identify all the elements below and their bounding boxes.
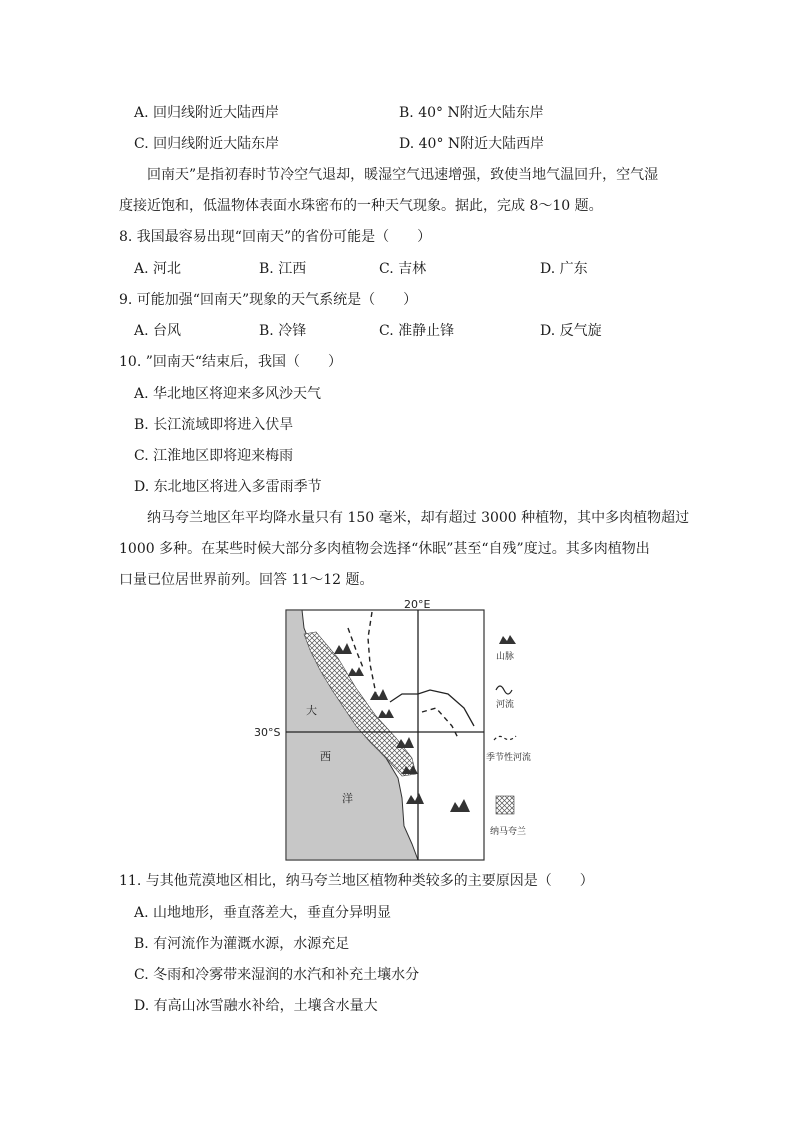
q7-option-c: C. 回归线附近大陆东岸 (134, 136, 280, 152)
q11-option-c: C. 冬雨和冷雾带来湿润的水汽和补充土壤水分 (134, 967, 420, 983)
passage2-line3: 口量已位居世界前列。回答 11～12 题。 (119, 572, 374, 588)
passage2-line1: 纳马夸兰地区年平均降水量只有 150 毫米，却有超过 3000 种植物，其中多肉植物超过 (147, 510, 690, 526)
q10-option-d: D. 东北地区将进入多雷雨季节 (134, 479, 322, 495)
q8-stem: 8. 我国最容易出现“回南天”的省份可能是（ ） (119, 229, 432, 245)
map-legend (486, 635, 531, 837)
legend-namaqualand-icon (496, 796, 514, 814)
q10-option-b: B. 长江流域即将进入伏旱 (134, 417, 294, 433)
longitude-label: 20°E (404, 598, 431, 611)
q8-option-c: C. 吉林 (379, 261, 427, 277)
passage1-line1: 回南天”是指初春时节冷空气退却，暖湿空气迅速增强，致使当地气温回升，空气湿 (147, 167, 659, 183)
ocean-char-1: 大 (306, 704, 317, 717)
q7-option-a: A. 回归线附近大陆西岸 (134, 105, 280, 121)
ocean-char-3: 洋 (342, 792, 353, 805)
namaqualand-map (252, 598, 532, 864)
q9-option-c: C. 准静止锋 (379, 323, 455, 339)
q10-option-a: A. 华北地区将迎来多风沙天气 (134, 386, 322, 402)
q8-option-d: D. 广东 (540, 261, 588, 277)
legend-mountain-label: 山脉 (496, 652, 515, 662)
q9-stem: 9. 可能加强“回南天”现象的天气系统是（ ） (119, 292, 418, 308)
map-svg (252, 598, 532, 864)
q11-option-b: B. 有河流作为灌溉水源，水源充足 (134, 936, 350, 952)
legend-mountain-icon (499, 635, 516, 644)
legend-namaqualand-label: 纳马夸兰 (490, 827, 527, 837)
legend-river-icon (496, 686, 512, 694)
ocean-char-2: 西 (320, 750, 331, 763)
legend-seasonal-river-label: 季节性河流 (486, 753, 532, 763)
passage2-line2: 1000 多种。在某些时候大部分多肉植物会选择“休眠”甚至“自残”度过。其多肉植物出 (119, 541, 650, 557)
q8-option-a: A. 河北 (134, 261, 182, 277)
legend-river-label: 河流 (496, 700, 515, 710)
q10-option-c: C. 江淮地区即将迎来梅雨 (134, 448, 294, 464)
q11-option-a: A. 山地地形，垂直落差大，垂直分异明显 (134, 905, 392, 921)
q9-option-b: B. 冷锋 (259, 323, 307, 339)
latitude-label: 30°S (254, 726, 281, 739)
q11-stem: 11. 与其他荒漠地区相比，纳马夸兰地区植物种类较多的主要原因是（ ） (119, 873, 594, 889)
q9-option-a: A. 台风 (134, 323, 182, 339)
q7-option-b: B. 40° N附近大陆东岸 (399, 105, 544, 121)
q10-stem: 10. ”回南天“结束后，我国（ ） (119, 354, 343, 370)
q8-option-b: B. 江西 (259, 261, 307, 277)
q7-option-d: D. 40° N附近大陆西岸 (399, 136, 545, 152)
q11-option-d: D. 有高山冰雪融水补给，土壤含水量大 (134, 998, 378, 1014)
passage1-line2: 度接近饱和，低温物体表面水珠密布的一种天气现象。据此，完成 8～10 题。 (119, 198, 603, 214)
legend-seasonal-river-icon (494, 736, 516, 740)
q9-option-d: D. 反气旋 (540, 323, 602, 339)
